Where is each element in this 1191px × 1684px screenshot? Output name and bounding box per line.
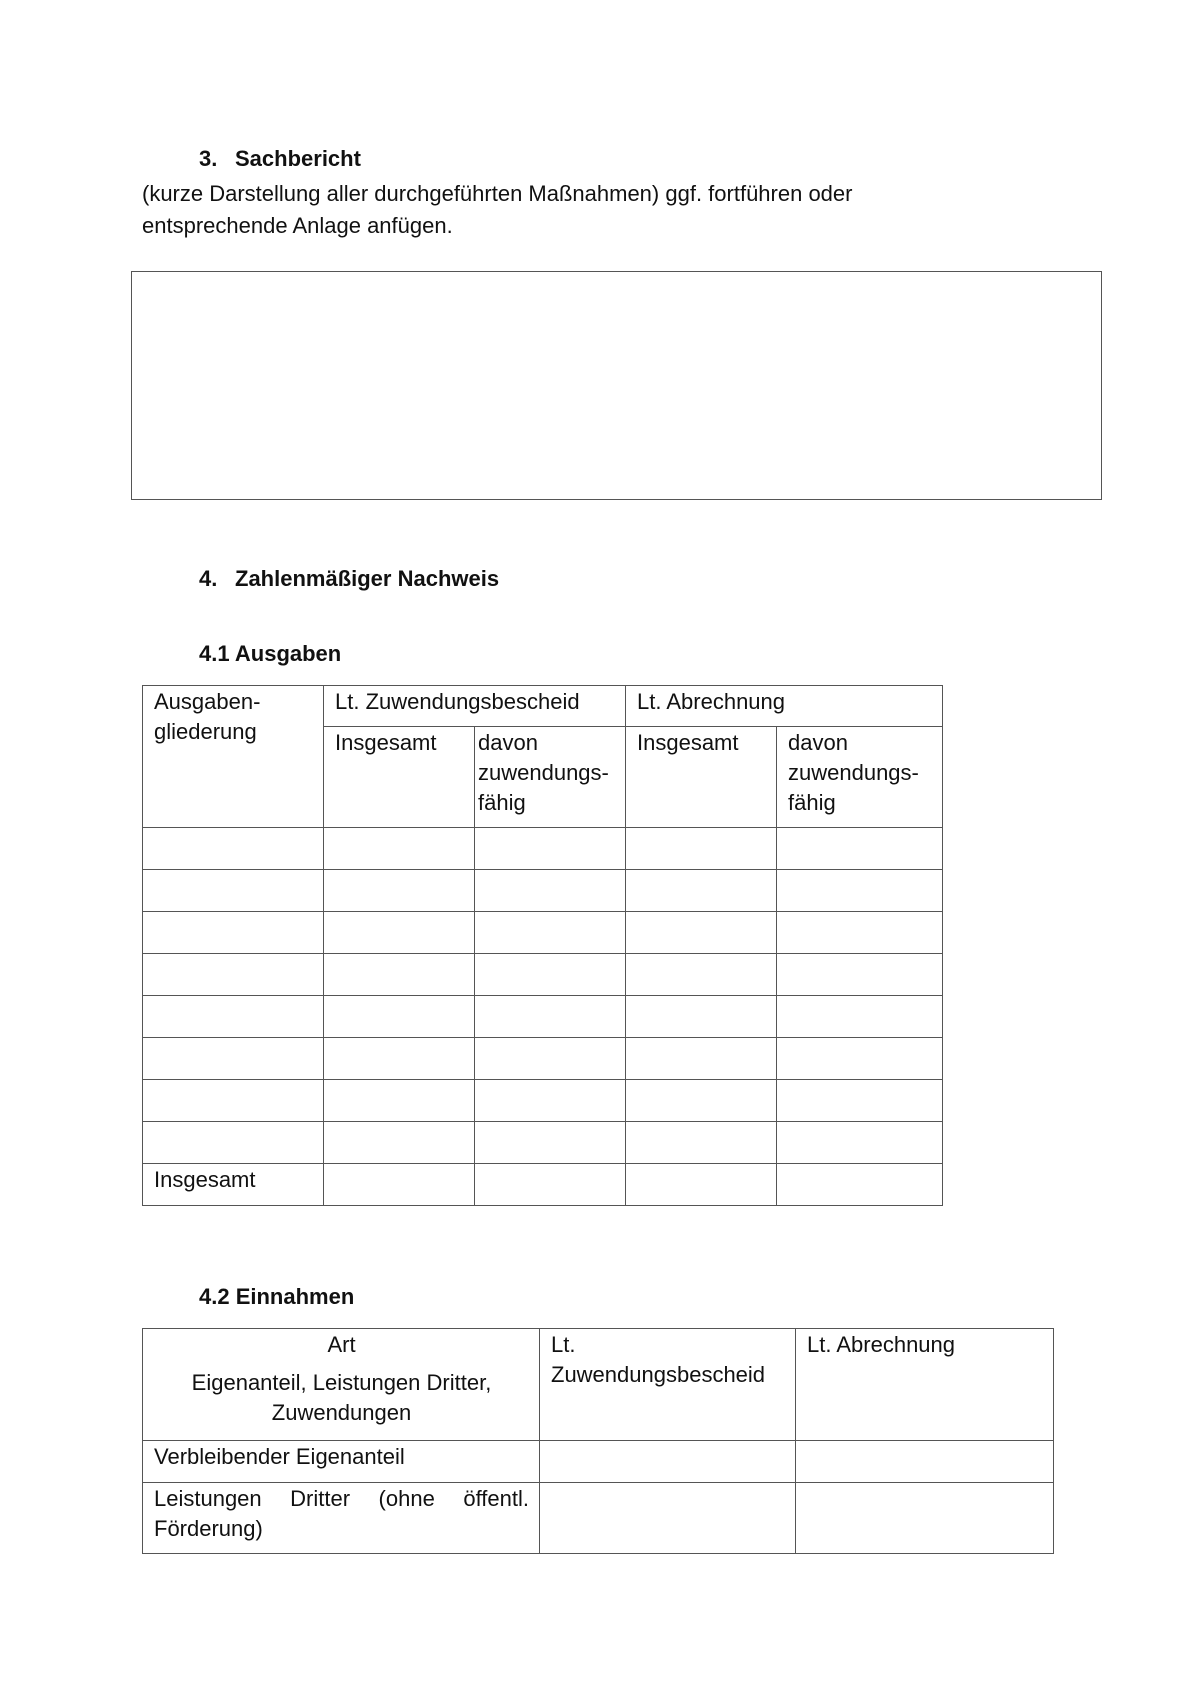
table-row [143,1122,943,1164]
eigenanteil-bescheid-cell[interactable] [540,1441,796,1483]
ausgaben-entry-cell[interactable] [777,954,943,996]
ausgaben-entry-cell[interactable] [324,1038,475,1080]
subheader-bescheid-davon-zuwendungsfaehig: davon zuwendungs-fähig [475,727,626,828]
subheader-abrechnung-davon-zuwendungsfaehig: davon zuwendungs-fähig [777,727,943,828]
ausgaben-entry-cell[interactable] [324,1080,475,1122]
ausgaben-entry-cell[interactable] [475,1080,626,1122]
header-lt-zuwendungsbescheid: Lt. Zuwendungsbescheid [540,1329,796,1441]
ausgaben-entry-cell[interactable] [475,1122,626,1164]
total-abrechnung-davon-cell[interactable] [777,1164,943,1206]
table-row [143,912,943,954]
ausgaben-entry-cell[interactable] [143,912,324,954]
ausgaben-entry-cell[interactable] [475,870,626,912]
ausgaben-entry-cell[interactable] [143,828,324,870]
row-label-verbleibender-eigenanteil: Verbleibender Eigenanteil [143,1441,540,1483]
section-3-heading [199,146,361,172]
table-row [143,996,943,1038]
total-bescheid-davon-cell[interactable] [475,1164,626,1206]
header-lt-abrechnung: Lt. Abrechnung [626,686,943,727]
ausgaben-table [142,685,943,1206]
leistungen-bescheid-cell[interactable] [540,1483,796,1554]
eigenanteil-abrechnung-cell[interactable] [796,1441,1054,1483]
section-3-title: Sachbericht [235,146,361,171]
table-row [143,1080,943,1122]
ausgaben-entry-cell[interactable] [324,912,475,954]
header-ausgabengliederung-label: Ausgaben-gliederung [154,689,261,744]
ausgaben-entry-cell[interactable] [777,828,943,870]
section-3-number: 3. [199,146,218,171]
section-4-2-title: 4.2 Einnahmen [199,1284,355,1309]
ausgaben-entry-cell[interactable] [626,1122,777,1164]
ausgaben-entry-cell[interactable] [626,1080,777,1122]
section-4-heading [199,566,499,592]
ausgaben-entry-cell[interactable] [143,954,324,996]
ausgaben-entry-cell[interactable] [475,996,626,1038]
ausgaben-entry-cell[interactable] [475,954,626,996]
ausgaben-entry-cell[interactable] [777,1080,943,1122]
ausgaben-entry-cell[interactable] [626,828,777,870]
header-lt-abrechnung: Lt. Abrechnung [796,1329,1054,1441]
table-row [143,1038,943,1080]
header-art-title: Art [327,1332,356,1357]
ausgaben-entry-cell[interactable] [324,828,475,870]
ausgaben-entry-cell[interactable] [626,1038,777,1080]
ausgaben-entry-cell[interactable] [143,1122,324,1164]
einnahmen-table [142,1328,1054,1554]
ausgaben-entry-cell[interactable] [626,870,777,912]
ausgaben-entry-cell[interactable] [324,996,475,1038]
total-bescheid-insgesamt-cell[interactable] [324,1164,475,1206]
total-label: Insgesamt [143,1164,324,1206]
ausgaben-entry-cell[interactable] [626,954,777,996]
section-4-title: Zahlenmäßiger Nachweis [235,566,500,591]
ausgaben-entry-cell[interactable] [143,1038,324,1080]
table-row [143,828,943,870]
ausgaben-entry-cell[interactable] [475,828,626,870]
subheader-abrechnung-insgesamt: Insgesamt [626,727,777,828]
subheader-bescheid-insgesamt: Insgesamt [324,727,475,828]
ausgaben-entry-cell[interactable] [475,912,626,954]
table-row [143,954,943,996]
ausgaben-entry-cell[interactable] [626,912,777,954]
table-row [143,870,943,912]
ausgaben-entry-cell[interactable] [777,1122,943,1164]
section-4-1-title: 4.1 Ausgaben [199,641,342,666]
header-lt-zuwendungsbescheid: Lt. Zuwendungsbescheid [324,686,626,727]
sachbericht-text-area[interactable] [131,271,1102,500]
ausgaben-entry-cell[interactable] [777,870,943,912]
total-abrechnung-insgesamt-cell[interactable] [626,1164,777,1206]
ausgaben-entry-cell[interactable] [143,1080,324,1122]
leistungen-abrechnung-cell[interactable] [796,1483,1054,1554]
section-4-number: 4. [199,566,218,591]
ausgaben-entry-cell[interactable] [777,1038,943,1080]
table-row-total [143,1164,943,1206]
section-3-description: (kurze Darstellung aller durchgeführten Maßnahmen) ggf. fortführen oder entsprechende Anlage anfügen. [142,181,853,238]
table-row [143,1441,1054,1483]
ausgaben-entry-cell[interactable] [143,996,324,1038]
header-art-subtitle: Eigenanteil, Leistungen Dritter, Zuwendungen [191,1370,492,1425]
ausgaben-entry-cell[interactable] [777,912,943,954]
ausgaben-entry-cell[interactable] [324,1122,475,1164]
ausgaben-entry-cell[interactable] [324,870,475,912]
header-art [143,1329,540,1441]
ausgaben-entry-cell[interactable] [324,954,475,996]
table-row [143,1483,1054,1554]
row-label-leistungen-dritter: Leistungen Dritter (ohne öffentl. Förderung) [143,1483,540,1554]
ausgaben-entry-cell[interactable] [475,1038,626,1080]
ausgaben-entry-cell[interactable] [777,996,943,1038]
header-ausgabengliederung [143,686,324,828]
ausgaben-entry-cell[interactable] [143,870,324,912]
ausgaben-entry-cell[interactable] [626,996,777,1038]
